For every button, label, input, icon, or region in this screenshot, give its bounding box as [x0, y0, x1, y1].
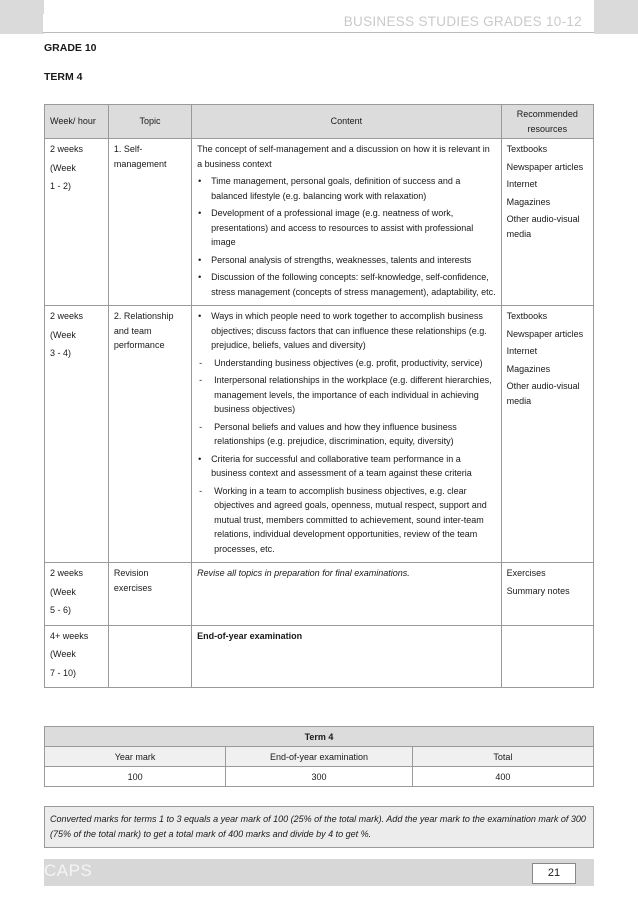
resources-cell — [501, 563, 593, 626]
week-cell — [45, 306, 109, 563]
resources-cell — [501, 306, 593, 563]
resource-item: Other audio-visual media — [506, 381, 580, 406]
bullet-text: Criteria for successful and collaborative team performance in a business context and assessment of a team against these criteria — [211, 453, 472, 478]
resource-item: Newspaper articles — [506, 161, 584, 172]
resource-item: Summary notes — [506, 585, 570, 596]
week-line: 2 weeks — [50, 311, 84, 321]
resource-item: Magazines — [506, 196, 551, 207]
marks-value-exam: 300 — [226, 767, 413, 787]
list-item: • Personal analysis of strengths, weaknesses, talents and interests — [197, 253, 496, 268]
resource-item: Newspaper articles — [506, 328, 584, 339]
marks-value-row — [45, 767, 594, 787]
grade-heading: GRADE 10 — [44, 42, 97, 54]
header-content: Content — [192, 105, 502, 139]
footer-bar — [44, 859, 594, 886]
term-heading: TERM 4 — [44, 71, 83, 83]
list-item — [197, 452, 496, 557]
sub-item: - Personal beliefs and values and how they influence business relationships (e.g. prejudice, discrimination, equity, diversity) — [197, 420, 496, 449]
week-cell — [45, 563, 109, 626]
table-row — [45, 306, 594, 563]
week-line: (Week — [50, 586, 76, 597]
week-line: 4+ weeks — [50, 630, 89, 641]
table-row — [45, 139, 594, 306]
topic-cell: 1. Self-management — [108, 139, 191, 306]
resource-item: Exercises — [506, 568, 546, 578]
resource-item: Textbooks — [506, 311, 548, 321]
content-cell: Revise all topics in preparation for final examinations. — [192, 563, 502, 626]
list-item: • Time management, personal goals, definition of success and a balanced lifestyle (e.g. balancing work with relaxation) — [197, 174, 496, 203]
content-cell — [192, 306, 502, 563]
marks-header-exam: End-of-year examination — [226, 747, 413, 767]
table-header-row — [45, 105, 594, 139]
bullet-list — [197, 309, 496, 556]
marks-value-year: 100 — [45, 767, 226, 787]
marks-header-row — [45, 747, 594, 767]
resources-cell — [501, 625, 593, 688]
header-gray-right — [594, 0, 638, 34]
dash-list — [197, 484, 496, 557]
marks-header-year: Year mark — [45, 747, 226, 767]
week-cell — [45, 139, 109, 306]
table-row — [45, 625, 594, 688]
header-gray-left — [0, 0, 44, 34]
marks-table — [44, 726, 594, 787]
week-line: (Week — [50, 649, 76, 659]
topic-cell: Revision exercises — [108, 563, 191, 626]
page-number: 21 — [532, 863, 576, 884]
marks-title-row — [45, 727, 594, 747]
resource-item: Magazines — [506, 363, 551, 374]
content-intro: The concept of self-management and a discussion on how it is relevant in a business context — [197, 144, 490, 169]
marks-header-total: Total — [412, 747, 593, 767]
sub-item: - Interpersonal relationships in the workplace (e.g. different hierarchies, management levels, the importance of each individual in achieving business objectives) — [197, 373, 496, 417]
sub-item: - Understanding business objectives (e.g. profit, productivity, service) — [197, 356, 496, 371]
header-resources: Recommended resources — [501, 105, 593, 139]
week-line: 2 weeks — [50, 568, 84, 578]
resource-item: Internet — [506, 346, 538, 356]
content-cell — [192, 139, 502, 306]
work-schedule-table — [44, 104, 594, 688]
table-row — [45, 563, 594, 626]
header-title: BUSINESS STUDIES GRADES 10-12 — [343, 14, 582, 29]
week-line: 7 - 10) — [50, 667, 77, 678]
week-line: 1 - 2) — [50, 181, 72, 191]
header-week: Week/ hour — [45, 105, 109, 139]
list-item — [197, 309, 496, 449]
list-item: • Discussion of the following concepts: self-knowledge, self-confidence, stress management (concepts of stress management), adaptability, etc. — [197, 270, 496, 299]
bullet-list — [197, 174, 496, 299]
week-line: 3 - 4) — [50, 348, 72, 358]
dash-list — [197, 356, 496, 449]
footer-caps: CAPS — [44, 861, 93, 880]
conversion-note: Converted marks for terms 1 to 3 equals a year mark of 100 (25% of the total mark). Add the year mark to the examination mark of 300 (75% of the total mark) to get a total mark of 400 marks and divide by 4 to get %. — [44, 806, 594, 848]
week-line: 2 weeks — [50, 144, 84, 154]
week-line: (Week — [50, 162, 76, 173]
resource-item: Textbooks — [506, 144, 548, 154]
list-item: • Development of a professional image (e.g. neatness of work, presentations) and access to resources to assist with professional image — [197, 206, 496, 250]
week-line: (Week — [50, 329, 76, 340]
resource-item: Other audio-visual media — [506, 214, 580, 239]
resources-cell — [501, 139, 593, 306]
sub-item: - Working in a team to accomplish business objectives, e.g. clear objectives and agreed goals, openness, mutual respect, support and mutual trust, members committed to achievement, sound inter-team relations, individual development opportunities, review of the team processes, etc. — [197, 484, 496, 557]
marks-value-total: 400 — [412, 767, 593, 787]
content-cell: End-of-year examination — [192, 625, 502, 688]
topic-cell — [108, 625, 191, 688]
week-line: 5 - 6) — [50, 605, 72, 615]
resource-item: Internet — [506, 179, 538, 189]
header-topic: Topic — [108, 105, 191, 139]
marks-title: Term 4 — [45, 727, 594, 747]
bullet-text: Ways in which people need to work together to accomplish business objectives; discuss factors that can influence these relationships (e.g. prejudice, beliefs, values and diversity) — [211, 311, 487, 350]
week-cell — [45, 625, 109, 688]
topic-cell: 2. Relationship and team performance — [108, 306, 191, 563]
